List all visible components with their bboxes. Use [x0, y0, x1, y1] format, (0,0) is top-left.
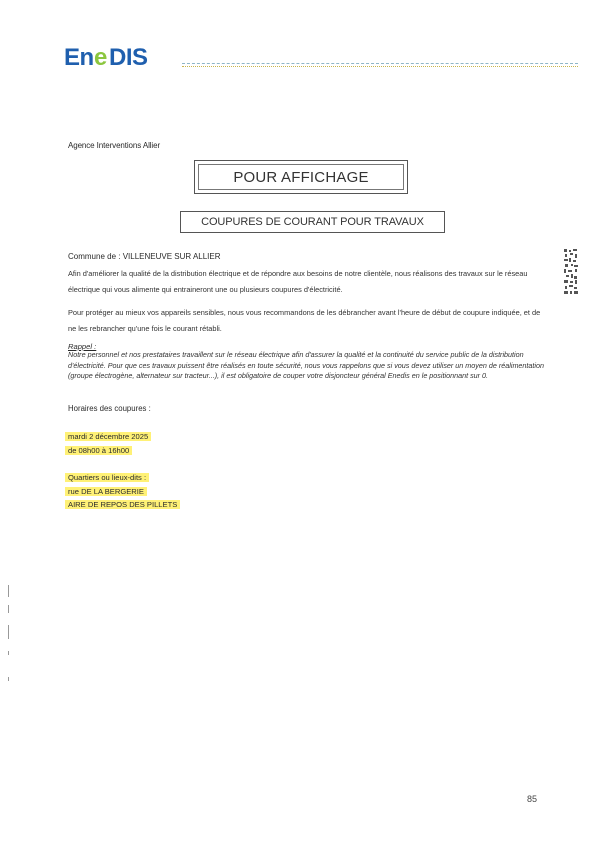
qr-code-icon [563, 248, 579, 296]
display-label: POUR AFFICHAGE [198, 164, 404, 190]
schedule-date: mardi 2 décembre 2025 [68, 432, 151, 441]
intro-paragraph: Afin d'améliorer la qualité de la distribution électrique et de répondre aux besoins de notre clientèle, nous réalisons des travaux sur le réseau électrique qui vous alimente qui entraineront une ou plusieurs coupures d'électricité. [68, 269, 528, 294]
rappel-text: Notre personnel et nos prestataires travaillent sur le réseau électrique afin d'assurer la qualité et la continuité du service public de la distribution d'électricité. Pour que ces travaux puissent être réalisés en toute sécurité, nous vous rappelons que si vous devez utiliser un moyen de réalimentation (groupe électrogène, alternateur sur tracteur...), il est obligatoire de couper votre disjoncteur général Enedis en le positionnant sur 0. [68, 350, 545, 380]
svg-text:DIS: DIS [109, 44, 148, 70]
notice-title: COUPURES DE COURANT POUR TRAVAUX [180, 211, 445, 233]
locations-label: Quartiers ou lieux-dits : [68, 473, 149, 482]
location-item: AIRE DE REPOS DES PILLETS [68, 500, 180, 509]
enedis-logo [64, 44, 176, 70]
commune-line: Commune de : VILLENEUVE SUR ALLIER [68, 252, 221, 261]
page-number: 85 [527, 794, 538, 804]
svg-text:e: e [94, 44, 107, 70]
location-item: rue DE LA BERGERIE [68, 487, 147, 496]
margin-scan-marks [6, 585, 12, 685]
protection-paragraph: Pour protéger au mieux vos appareils sensibles, nous vous recommandons de les débrancher avant l'heure de début de coupure indiquée, et de ne les rebrancher qu'une fois le courant rétabli. [68, 308, 541, 333]
schedule-label: Horaires des coupures : [68, 404, 151, 413]
rappel-title: Rappel : [68, 342, 97, 351]
svg-text:En: En [64, 44, 94, 70]
header-rule-accent [182, 66, 578, 67]
header-rule [182, 63, 578, 64]
agency-name: Agence Interventions Allier [68, 141, 161, 150]
schedule-time: de 08h00 à 16h00 [68, 446, 132, 455]
